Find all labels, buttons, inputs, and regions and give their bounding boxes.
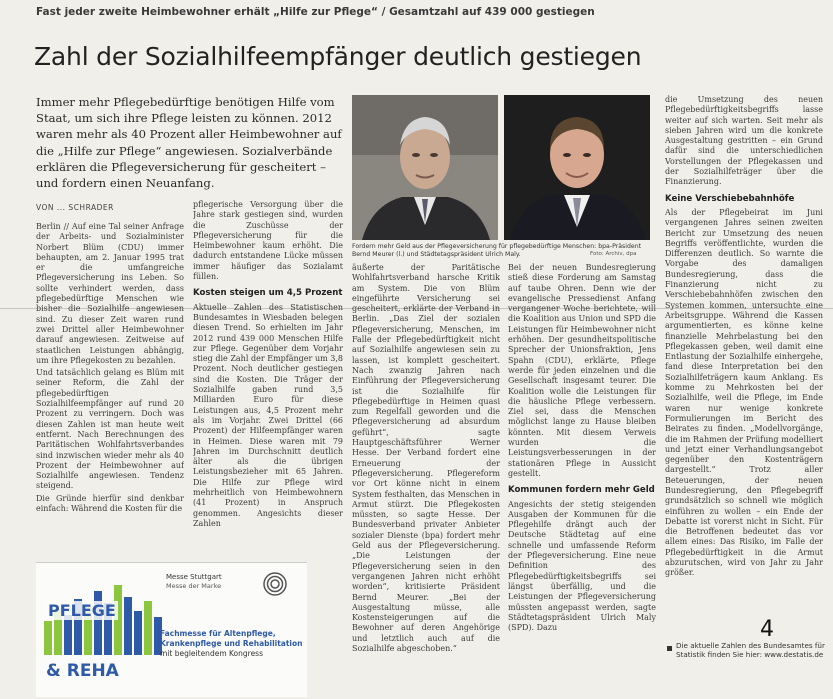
photo-caption: Fordern mehr Geld aus der Pflegeversicherung für pflegebedürftige Menschen: bpa-Präsident Bernd Meurer (l.) und Städtetagspräsident Ulrich Maly. xyxy=(352,243,642,259)
paragraph: äußerte der Paritätische Wohlfahrtsverband harsche Kritik am System. Die von Blüm eingeführte Versicherung sei gescheitert, erklärte der Verband in Berlin. „Das Ziel der sozialen Pflegeversicherung, Menschen, im Falle der Pflegebedürftigkeit nicht auf Sozialhilfe angewiesen sein zu lassen, ist komplett gescheitert. Nach zwanzig Jahren nach Einführung der Pflegeversicherung ist die Sozialhilfe für Pflegebedürftige in Heimen quasi zum Regelfall geworden und die Pflegeversicherung ad absurdum geführt“, sagte Hauptgeschäftsführer Werner Hesse. Der Verband fordert eine Erneuerung der Pflegeversicherung. Pflegereform vor Ort könne nicht in einem System festhalten, das Menschen in Armut stürzt. Die Pflegekosten müssten, so sagte Hesse. Der Bundesverband privater Anbieter sozialer Dienste (bpa) fordert mehr Geld aus der Pflegeversicherung. „Die Leistungen der Pflegeversicherung seien in den vergangenen Jahren nicht erhöht worden“, kritisierte Präsident Bernd Meurer. „Bei der Ausgestaltung müsse, alle Kostensteigerungen auf die Bewohner auf deren Angehörige und letztlich auch auf die Sozialhilfe abgeschoben.“ xyxy=(352,263,500,653)
article-kicker: Fast jeder zweite Heimbewohner erhält „Hilfe zur Pflege“ / Gesamtzahl auf 439 000 gestiegen xyxy=(36,6,595,18)
text-column-1 xyxy=(36,222,184,554)
ad-venue-tag: Messe der Marke xyxy=(166,582,222,590)
ad-description xyxy=(160,629,303,659)
photo-credit: Foto: Archiv, dpa xyxy=(590,251,637,257)
ad-venue: Messe Stuttgart xyxy=(166,573,222,581)
ad-desc-line: Krankenpflege und Rehabilitation xyxy=(160,639,303,648)
fingerprint-logo-icon xyxy=(262,571,288,597)
ad-desc-line: Fachmesse für Altenpflege, xyxy=(160,629,276,638)
paragraph: Aktuelle Zahlen des Statistischen Bundesamtes in Wiesbaden belegen diesen Trend. So erhielten im Jahr 2012 rund 439 000 Menschen Hilfe zur Pflege. Gegenüber dem Vorjahr stieg die Zahl der Empfänger um 3,8 Prozent. Noch deutlicher gestiegen sind die Kosten. Die Träger der Sozialhilfe gaben rund 3,5 Milliarden Euro für diese Leistungen aus, 4,5 Prozent mehr als im Vorjahr. Zwei Drittel (66 Prozent) der Hilfeempfänger waren in Heimen. Diese waren mit 79 Jahren im Durchschnitt deutlich älter als die übrigen Leistungsbezieher mit 65 Jahren. Die Hilfe zur Pflege wird mehrheitlich von Heimbewohnern (41 Prozent) in Anspruch genommen. Angesichts dieser Zahlen xyxy=(193,302,343,528)
article-headline: Zahl der Sozialhilfeempfänger deutlich gestiegen xyxy=(34,42,642,71)
subheading: Keine Verschiebebahnhöfe xyxy=(665,193,795,204)
paragraph: Und tatsächlich gelang es Blüm mit seiner Reform, die Zahl der pflegebedürftigen Sozialhilfeempfänger auf rund 20 Prozent zu verringern. Doch was diesen Zahlen ist man heute weit entfernt. Nach Berechnungen des Paritätischen Wohlfahrtsverbandes sind inzwischen wieder mehr als 40 Prozent der Heimbewohner auf Sozialhilfe angewiesen. Tendenz steigend. xyxy=(36,368,184,491)
paragraph: Als der Pflegebeirat im Juni vergangenen Jahres seinen zweiten Bericht zur Umsetzung des neuen Begriffs veröffentlichte, wurden die Differenzen deutlich. So warnte die Vorgabe des damaligen Bundesregierung, dass die Finanzierung nicht zu Verschiebebahnhöfen zwischen den Systemen kommen, untersuchte eine Arbeitsgruppe. Während die Kassen argumentierten, es könne keine finanzielle Mehrbelastung bei den Pflegekassen geben, weil damit eine Entlastung der Sozialhilfe einhergehe, fand diese Interpretation bei den Sozialhilfeträgern kaum Anklang. Es komme zu Mehrkosten bei der Sozialhilfe, weil die Pflege, im Ende waren nur wenige konkrete Formulierungen im Bericht des Beirates zu finden. „Modellvorgänge, die im Rahmen der Prüfung modelliert und jetzt einer Verhandlungsangebot gegenüber den Kostenträgern dargestellt.“ Trotz aller Beteuerungen, der neuen Bundesregierung, den Pflegebegriff grundsätzlich so schnell wie möglich einführen zu wollen – ein Ende der Debatte ist vorerst nicht in Sicht. Für die Betroffenen bedeutet das vor allem eines: Das Risiko, im Falle der Pflegebedürftigkeit in die Armut abzurutschen, wird von Jahr zu Jahr größer. xyxy=(665,207,823,578)
paragraph: Angesichts der stetig steigenden Ausgaben der Kommunen für die Pflegehilfe drängt auch der Deutsche Städtetag auf eine schnelle und umfassende Reform der Pflegeversicherung. Eine neue Definition des Pflegebedürftigkeitsbegriffs sei längst überfällig, und die Leistungen der Pflegeversicherung müssten angepasst werden, sagte Städtetagspräsident Ulrich Maly (SPD). Dazu xyxy=(508,499,656,633)
ad-brand-line2: & REHA xyxy=(46,661,119,681)
text-column-4 xyxy=(508,263,656,695)
source-note: Die aktuelle Zahlen des Bundesamtes für Statistik finden Sie hier: www.destatis.de xyxy=(676,641,825,660)
paragraph: Die Gründe hierfür sind denkbar einfach: Während die Kosten für die xyxy=(36,493,184,514)
subheading: Kosten steigen um 4,5 Prozent xyxy=(193,288,343,299)
paragraph: die Umsetzung des neuen Pflegebedürftigkeitsbegriffs lasse weiter auf sich warten. Seit mehr als sieben Jahren wird um die konkrete Ausgestaltung gestritten – ein Grund dafür sind die unterschiedlichen Vorstellungen der Pflegekassen und der Sozialhilfeträger über die Finanzierung. xyxy=(665,95,823,187)
article-lead: Immer mehr Pflegebedürftige benötigen Hilfe vom Staat, um sich ihre Pflege leisten zu können. 2012 waren mehr als 40 Prozent aller Heimbewohner auf die „Hilfe zur Pflege“ angewiesen. Sozialverbände erklären die Pflegeversicherung für gescheitert – und fordern einen Neuanfang. xyxy=(36,95,342,191)
page-mark: 4 xyxy=(760,617,774,642)
note-bullet-icon xyxy=(667,646,672,651)
paragraph: Bei der neuen Bundesregierung stieß diese Forderung am Samstag auf taube Ohren. Denn wie der evangelische Pressedienst Anfang vergangener Woche berichtete, will die Koalition aus Union und SPD die Leistungen für Heimbewohner nicht erhöhen. Der gesundheitspolitische Sprecher der Unionsfraktion, Jens Spahn (CDU), erklärte, Pflege werde für jeden einzelnen und die Gesellschaft insgesamt teurer. Die Koalition wolle die Leistungen für die häusliche Pflege verbessern. Ziel sei, dass die Menschen möglichst lange zu Hause bleiben könnten. Mit diesem Verweis wurden die Leistungsverbesserungen in der stationären Pflege in Aussicht gestellt. xyxy=(508,263,656,478)
text-column-3 xyxy=(352,263,500,695)
paragraph: pflegerische Versorgung über die Jahre stark gestiegen sind, wurden die Zuschüsse der Pflegeversicherung für die Heimbewohner kaum erhöht. Die dadurch entstandene Lücke müssen immer häufiger das Sozialamt füllen. xyxy=(193,200,343,282)
portrait-right-icon xyxy=(504,95,650,240)
portrait-left-icon xyxy=(352,95,498,240)
advertisement xyxy=(36,562,307,697)
photo-bernd-meurer xyxy=(352,95,498,240)
photo-ulrich-maly xyxy=(504,95,650,240)
byline: VON ... SCHRADER xyxy=(36,203,114,212)
text-column-5 xyxy=(665,95,823,635)
subheading: Kommunen fordern mehr Geld xyxy=(508,485,655,496)
ad-brand-line1: PFLEGE xyxy=(48,601,116,620)
text-column-2 xyxy=(193,200,343,554)
paragraph: Berlin // Auf eine Tal seiner Anfrage der Arbeits- und Sozialminister Norbert Blüm (CDU) immer behaupten, am 2. Januar 1995 trat er die umfangreiche Pflegeversicherung ins Leben. So sollte verhindert werden, dass pflegebedürftige Menschen wie bisher die Sozialhilfe angewiesen sind. Zu dieser Zeit waren rund zwei Drittel aller Heimbewohner darauf angewiesen. Zeitweise auf staatlichen Leistungen abhängig, um ihre Pflegekosten zu bezahlen. xyxy=(36,222,184,365)
ad-desc-line: mit begleitendem Kongress xyxy=(160,649,264,658)
